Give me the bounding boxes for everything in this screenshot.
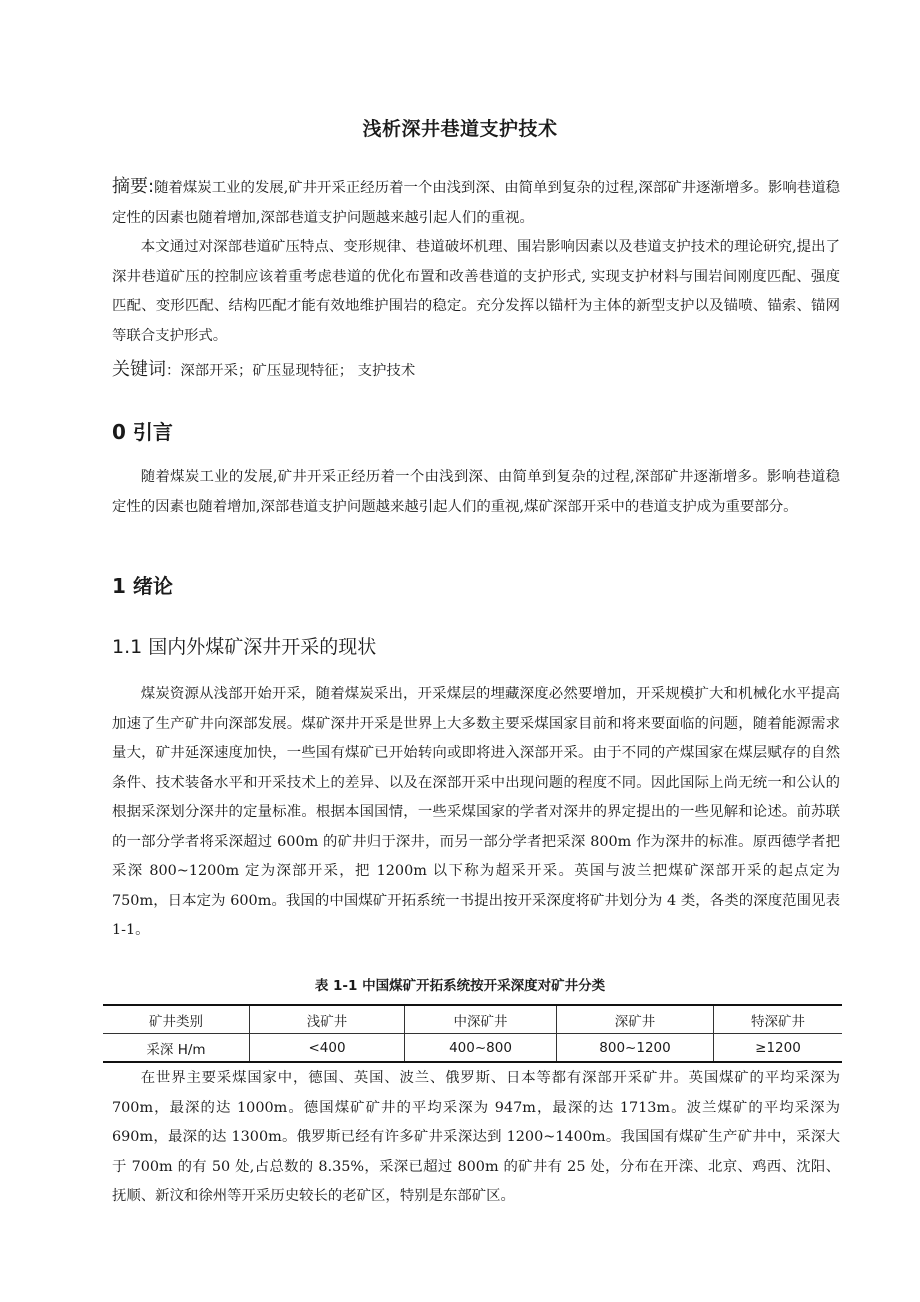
- table-header-row: [103, 1005, 842, 1034]
- introduction-paragraph: 随着煤炭工业的发展,矿井开采正经历着一个由浅到深、由简单到复杂的过程,深部矿井逐渐增多。影响巷道稳定性的因素也随着增加,深部巷道支护问题越来越引起人们的重视,煤矿深部开采中的巷道支护成为重要部分。: [112, 469, 840, 515]
- abstract-block: [112, 172, 840, 351]
- section-heading-overview: 1 绪论: [112, 574, 173, 598]
- table-header-cell: 深矿井: [557, 1005, 714, 1034]
- world-mining-paragraph: 在世界主要采煤国家中，德国、英国、波兰、俄罗斯、日本等都有深部开采矿井。英国煤矿的平均采深为 700m，最深的达 1000m。德国煤矿矿井的平均采深为 947m，最深的达 1713m。波兰煤矿的平均采深为 690m，最深的达 1300m。俄罗斯已经有许多矿井采深达到 1200~1400m。我国国有煤矿生产矿井中，采深大于 700m 的有 50 处,占总数的 8.35%，采深已超过 800m 的矿井有 25 处，分布在开滦、北京、鸡西、沈阳、抚顺、新汶和徐州等开采历史较长的老矿区，特别是东部矿区。: [112, 1070, 840, 1204]
- keywords-paragraph: [112, 355, 840, 387]
- introduction-block: [112, 463, 840, 522]
- keywords-label: 关键词: [112, 359, 166, 380]
- section-heading-introduction: 0 引言: [112, 420, 173, 444]
- table-cell: 采深 H/m: [103, 1034, 250, 1063]
- keywords-block: [112, 355, 840, 387]
- world-mining-block: [112, 1064, 840, 1212]
- table-header-cell: 中深矿井: [405, 1005, 557, 1034]
- table-cell: 800~1200: [557, 1034, 714, 1063]
- table-caption: 表 1-1 中国煤矿开拓系统按开采深度对矿井分类: [314, 978, 606, 994]
- table-header-cell: 矿井类别: [103, 1005, 250, 1034]
- abstract-label: 摘要:: [112, 176, 155, 197]
- table-cell: 400~800: [405, 1034, 557, 1063]
- mine-depth-table: [103, 1004, 842, 1063]
- abstract-paragraph: [112, 172, 840, 233]
- status-paragraph: 煤炭资源从浅部开始开采，随着煤炭采出，开采煤层的埋藏深度必然要增加，开采规模扩大和机械化水平提高加速了生产矿井向深部发展。煤矿深井开采是世界上大多数主要采煤国家目前和将来要面临的问题，随着能源需求量大，矿井延深速度加快，一些国有煤矿已开始转向或即将进入深部开采。由于不同的产煤国家在煤层赋存的自然条件、技术装备水平和开采技术上的差异、以及在深部开采中出现问题的程度不同。因此国际上尚无统一和公认的根据采深划分深井的定量标准。根据本国国情，一些采煤国家的学者对深井的界定提出的一些见解和论述。前苏联的一部分学者将采深超过 600m 的矿井归于深井，而另一部分学者把采深 800m 作为深井的标准。原西德学者把采深 800~1200m 定为深部开采，把 1200m 以下称为超采开采。英国与波兰把煤矿深部开采的起点定为 750m，日本定为 600m。我国的中国煤矿开拓系统一书提出按开采深度将矿井划分为 4 类，各类的深度范围见表 1-1。: [112, 686, 840, 938]
- table-cell: ≥1200: [714, 1034, 843, 1063]
- abstract-paragraph-2: 本文通过对深部巷道矿压特点、变形规律、巷道破坏机理、围岩影响因素以及巷道支护技术的理论研究,提出了深井巷道矿压的控制应该着重考虑巷道的优化布置和改善巷道的支护形式, 实现支护材料与围岩间刚度匹配、强度匹配、变形匹配、结构匹配才能有效地维护围岩的稳定。充分发挥以锚杆为主体的新型支护以及锚喷、锚索、锚网等联合支护形式。: [112, 239, 840, 344]
- table-header-cell: 特深矿井: [714, 1005, 843, 1034]
- table-cell: <400: [250, 1034, 405, 1063]
- table-row: [103, 1034, 842, 1063]
- document-title: 浅析深井巷道支护技术: [362, 118, 558, 140]
- abstract-text: 随着煤炭工业的发展,矿井开采正经历着一个由浅到深、由简单到复杂的过程,深部矿井逐渐增多。影响巷道稳定性的因素也随着增加,深部巷道支护问题越来越引起人们的重视。: [112, 180, 840, 226]
- status-block: [112, 680, 840, 946]
- table-header-cell: 浅矿井: [250, 1005, 405, 1034]
- subsection-heading-status: 1.1 国内外煤矿深井开采的现状: [112, 636, 377, 658]
- keywords-text: ：深部开采；矿压显现特征； 支护技术: [166, 363, 416, 379]
